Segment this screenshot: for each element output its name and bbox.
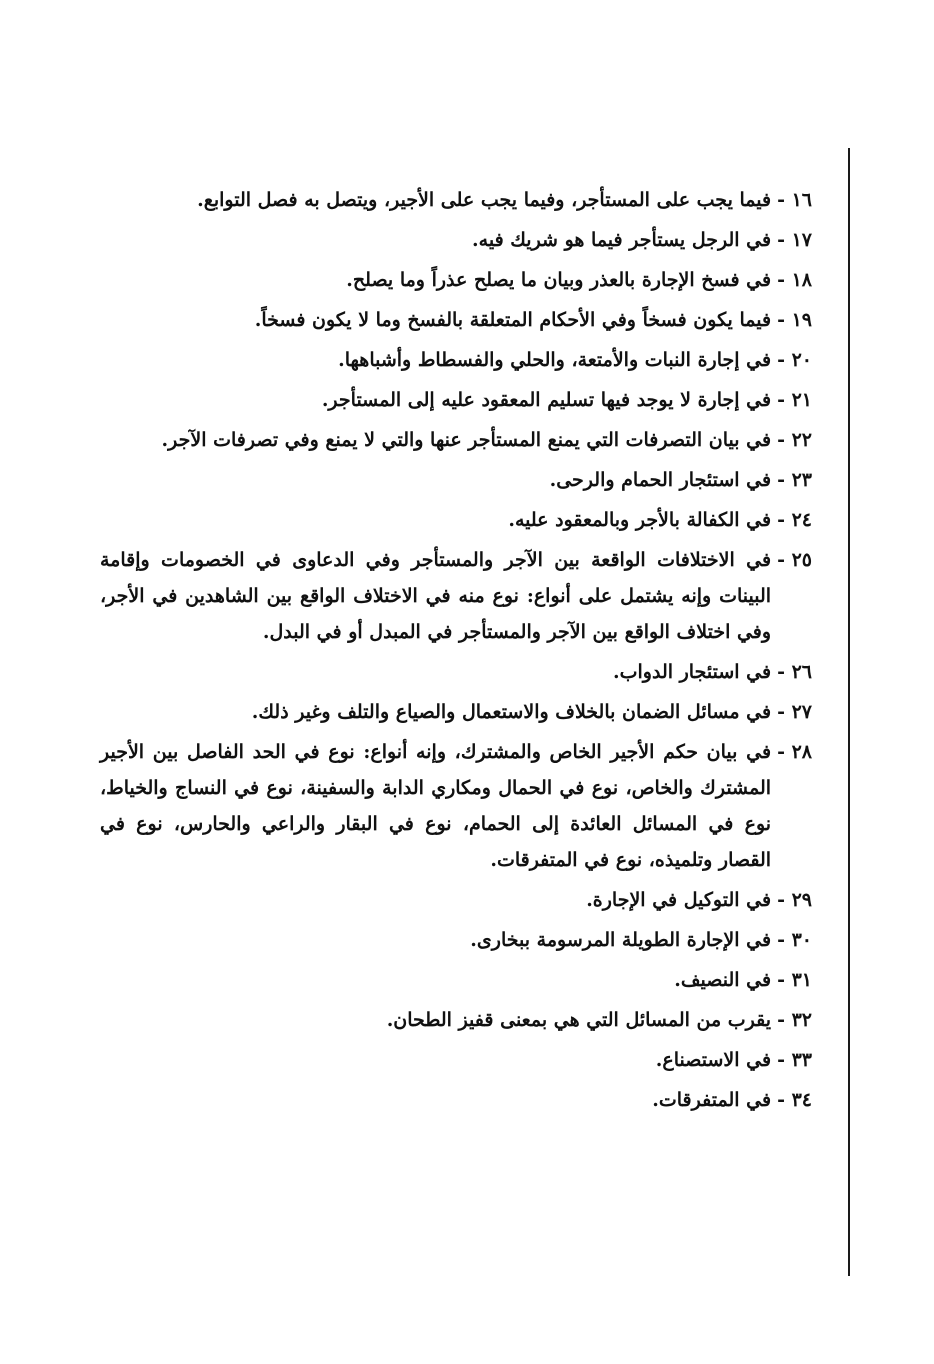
item-text: فيما يكون فسخاً وفي الأحكام المتعلقة بالفسخ وما لا يكون فسخاً. — [254, 309, 772, 331]
item-number: ٢٢ - — [777, 429, 812, 451]
item-text: في الكفالة بالأجر وبالمعقود عليه. — [508, 509, 772, 531]
item-number: ٣٠ - — [777, 929, 812, 951]
item-text: في التوكيل في الإجارة. — [586, 889, 772, 911]
item-text: في النصيف. — [674, 969, 772, 991]
item-number: ٣٤ - — [777, 1089, 812, 1111]
item-text: فيما يجب على المستأجر، وفيما يجب على الأجير، ويتصل به فصل التوابع. — [197, 189, 772, 211]
item-text: في بيان حكم الأجير الخاص والمشترك، وإنه أنواع: نوع في الحد الفاصل بين الأجير المشترك والخاص، نوع في الحمال ومكاري الدابة والسفينة، نوع في النساج والخياط، نوع في المسائل العائدة إلى الحمام، نوع في البقار والراعي والحارس، نوع في القصار وتلميذه، نوع في المتفرقات. — [100, 741, 772, 871]
item-number: ١٨ - — [777, 269, 812, 291]
item-number: ٢٥ - — [777, 549, 812, 571]
item-number: ٢٦ - — [777, 661, 812, 683]
item-number: ٢٩ - — [777, 889, 812, 911]
item-text: في استئجار الدواب. — [613, 661, 772, 683]
item-text: في المتفرقات. — [652, 1089, 772, 1111]
item-text: في مسائل الضمان بالخلاف والاستعمال والصياع والتلف وغير ذلك. — [251, 701, 772, 723]
item-text: في الاختلافات الواقعة بين الآجر والمستأجر وفي الدعاوى في الخصومات وإقامة البينات وإنه يشتمل على أنواع: نوع منه في الاختلاف الواقع بين الشاهدين في الأجر، وفي اختلاف الواقع بين الآجر والمستأجر في المبدل أو في البدل. — [100, 549, 772, 643]
list-item — [100, 922, 812, 958]
item-number: ١٩ - — [777, 309, 812, 331]
item-text: في بيان التصرفات التي يمنع المستأجر عنها والتي لا يمنع وفي تصرفات الآجر. — [161, 429, 772, 451]
item-number: ٢٣ - — [777, 469, 812, 491]
list-item — [100, 422, 812, 458]
list-item — [100, 342, 812, 378]
item-number: ٢٨ - — [777, 741, 812, 763]
item-number: ٣١ - — [777, 969, 812, 991]
item-text: في الإجارة الطويلة المرسومة ببخارى. — [470, 929, 772, 951]
list-item — [100, 1002, 812, 1038]
list-item — [100, 462, 812, 498]
list-item — [100, 222, 812, 258]
list-item — [100, 302, 812, 338]
item-number: ١٦ - — [777, 189, 812, 211]
item-number: ٣٣ - — [777, 1049, 812, 1071]
list-item — [100, 542, 812, 650]
item-number: ٢٧ - — [777, 701, 812, 723]
item-number: ٢٤ - — [777, 509, 812, 531]
item-text: يقرب من المسائل التي هي بمعنى قفيز الطحان. — [386, 1009, 772, 1031]
list-item — [100, 654, 812, 690]
item-text: في فسخ الإجارة بالعذر وبيان ما يصلح عذراً وما يصلح. — [346, 269, 772, 291]
list-item — [100, 502, 812, 538]
list-item — [100, 1082, 812, 1118]
list-item — [100, 262, 812, 298]
list-item — [100, 962, 812, 998]
item-number: ٢٠ - — [777, 349, 812, 371]
list-item — [100, 382, 812, 418]
item-number: ١٧ - — [777, 229, 812, 251]
list-item — [100, 882, 812, 918]
list-item — [100, 1042, 812, 1078]
item-number: ٣٢ - — [777, 1009, 812, 1031]
item-text: في الاستصناع. — [655, 1049, 772, 1071]
item-text: في الرجل يستأجر فيما هو شريك فيه. — [472, 229, 772, 251]
list-item — [100, 734, 812, 878]
item-text: في إجارة النبات والأمتعة، والحلي والفسطاط وأشباهها. — [338, 349, 772, 371]
table-of-contents — [100, 182, 812, 1122]
item-text: في إجارة لا يوجد فيها تسليم المعقود عليه إلى المستأجر. — [321, 389, 772, 411]
vertical-rule — [848, 148, 850, 1276]
item-text: في استئجار الحمام والرحى. — [549, 469, 772, 491]
list-item — [100, 182, 812, 218]
item-number: ٢١ - — [777, 389, 812, 411]
list-item — [100, 694, 812, 730]
